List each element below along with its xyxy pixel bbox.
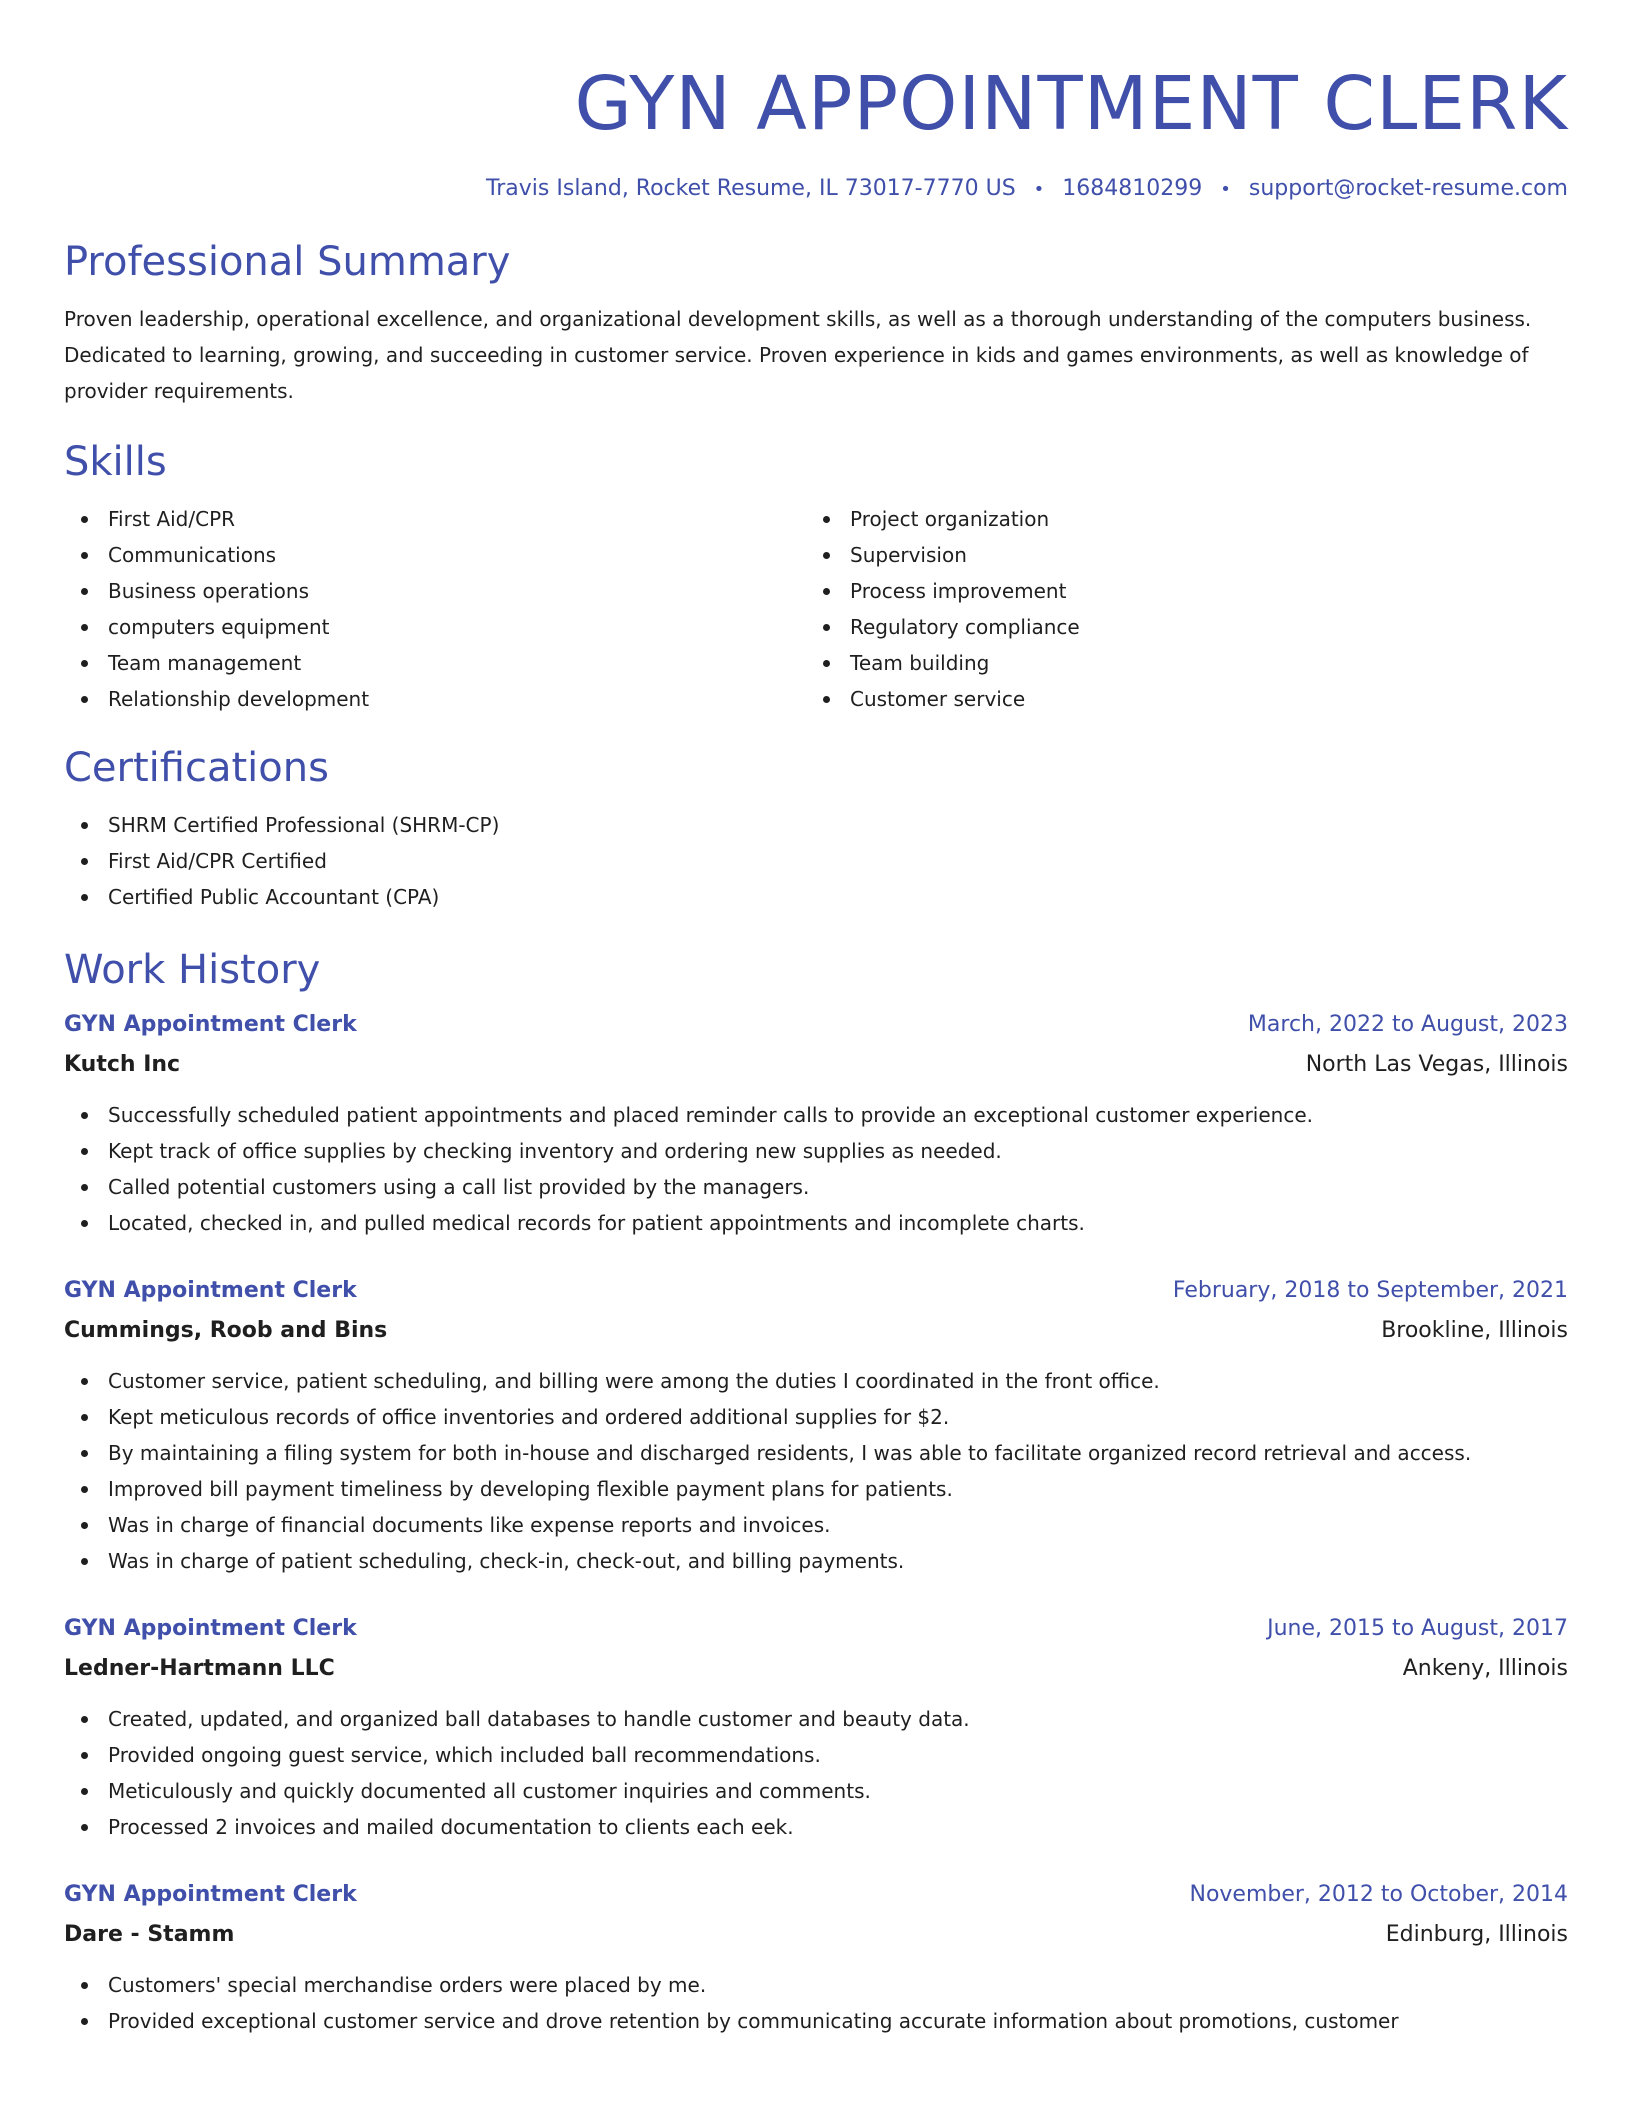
job-duty: Located, checked in, and pulled medical records for patient appointments and incomplete charts. (64, 1205, 1568, 1241)
skill-item: Communications (64, 537, 806, 573)
skills-columns (64, 501, 1568, 717)
job-duty: Kept track of office supplies by checking inventory and ordering new supplies as needed. (64, 1133, 1568, 1169)
job-company: Cummings, Roob and Bins (64, 1318, 388, 1343)
job-duty: Provided exceptional customer service and drove retention by communicating accurate information about promotions, customer (64, 2003, 1568, 2039)
skills-heading: Skills (64, 439, 167, 485)
skill-item: Team management (64, 645, 806, 681)
certifications-heading: Certifications (64, 745, 329, 791)
job-dates: March, 2022 to August, 2023 (1247, 1012, 1568, 1037)
job-dates: February, 2018 to September, 2021 (1172, 1278, 1568, 1303)
skills-column-left (64, 501, 806, 717)
resume-name: GYN APPOINTMENT CLERK (574, 61, 1568, 147)
job-title: GYN Appointment Clerk (64, 1012, 357, 1037)
job-company-row (64, 1649, 1568, 1689)
job-header-row (64, 1005, 1568, 1045)
job-entry (64, 1271, 1568, 1579)
contact-separator: • (1033, 179, 1045, 200)
job-duty: Customer service, patient scheduling, and billing were among the duties I coordinated in the front office. (64, 1363, 1568, 1399)
job-duty: Created, updated, and organized ball databases to handle customer and beauty data. (64, 1701, 1568, 1737)
resume-page (64, 0, 1568, 2039)
job-header-row (64, 1609, 1568, 1649)
job-duty: Customers' special merchandise orders were placed by me. (64, 1967, 1568, 2003)
job-dates: November, 2012 to October, 2014 (1189, 1882, 1568, 1907)
skills-list-left (64, 501, 806, 717)
job-duty: Meticulously and quickly documented all customer inquiries and comments. (64, 1773, 1568, 1809)
skill-item: Business operations (64, 573, 806, 609)
skill-item: Regulatory compliance (806, 609, 1548, 645)
skill-item: First Aid/CPR (64, 501, 806, 537)
certification-item: First Aid/CPR Certified (64, 843, 1568, 879)
job-title: GYN Appointment Clerk (64, 1882, 357, 1907)
job-title: GYN Appointment Clerk (64, 1616, 357, 1641)
contact-address: Travis Island, Rocket Resume, IL 73017-7770 US (486, 176, 1016, 201)
skill-item: Supervision (806, 537, 1548, 573)
job-duty: Kept meticulous records of office inventories and ordered additional supplies for $2. (64, 1399, 1568, 1435)
contact-line (64, 174, 1568, 205)
job-duty: Provided ongoing guest service, which included ball recommendations. (64, 1737, 1568, 1773)
job-company-row (64, 1915, 1568, 1955)
job-duty: Called potential customers using a call list provided by the managers. (64, 1169, 1568, 1205)
contact-phone: 1684810299 (1062, 176, 1203, 201)
skill-item: Process improvement (806, 573, 1548, 609)
job-duties-list (64, 1967, 1568, 2039)
job-company-row (64, 1311, 1568, 1351)
summary-heading: Professional Summary (64, 239, 511, 285)
certification-item: SHRM Certified Professional (SHRM-CP) (64, 807, 1568, 843)
job-header-row (64, 1271, 1568, 1311)
job-duties-list (64, 1363, 1568, 1579)
job-location: North Las Vegas, Illinois (1305, 1052, 1568, 1077)
job-entry (64, 1609, 1568, 1845)
skill-item: Customer service (806, 681, 1548, 717)
summary-text: Proven leadership, operational excellence, and organizational development skills, as well as a thorough understanding of the computers business. Dedicated to learning, growing, and succeeding in customer service. Proven experience in kids and games environments, as well as knowledge of provider requirements. (64, 307, 1532, 403)
job-entry (64, 1005, 1568, 1241)
job-title: GYN Appointment Clerk (64, 1278, 357, 1303)
skill-item: Team building (806, 645, 1548, 681)
job-duties-list (64, 1097, 1568, 1241)
job-company: Dare - Stamm (64, 1922, 235, 1947)
skill-item: Relationship development (64, 681, 806, 717)
certifications-list (64, 807, 1568, 915)
job-duty: Successfully scheduled patient appointments and placed reminder calls to provide an exceptional customer experience. (64, 1097, 1568, 1133)
job-company: Ledner-Hartmann LLC (64, 1656, 335, 1681)
job-location: Edinburg, Illinois (1385, 1922, 1568, 1947)
job-location: Ankeny, Illinois (1402, 1656, 1568, 1681)
job-dates: June, 2015 to August, 2017 (1267, 1616, 1568, 1641)
job-header-row (64, 1875, 1568, 1915)
skill-item: Project organization (806, 501, 1548, 537)
job-location: Brookline, Illinois (1381, 1318, 1568, 1343)
job-entry (64, 1875, 1568, 2039)
job-duties-list (64, 1701, 1568, 1845)
skills-list-right (806, 501, 1548, 717)
job-company-row (64, 1045, 1568, 1085)
job-duty: Improved bill payment timeliness by developing flexible payment plans for patients. (64, 1471, 1568, 1507)
certification-item: Certified Public Accountant (CPA) (64, 879, 1568, 915)
job-duty: Was in charge of financial documents like expense reports and invoices. (64, 1507, 1568, 1543)
job-duty: Processed 2 invoices and mailed documentation to clients each eek. (64, 1809, 1568, 1845)
job-company: Kutch Inc (64, 1052, 181, 1077)
work-history-heading: Work History (64, 947, 321, 993)
job-duty: By maintaining a filing system for both in-house and discharged residents, I was able to facilitate organized record retrieval and access. (64, 1435, 1568, 1471)
job-duty: Was in charge of patient scheduling, check-in, check-out, and billing payments. (64, 1543, 1568, 1579)
contact-email[interactable]: support@rocket-resume.com (1248, 176, 1568, 201)
contact-separator: • (1220, 179, 1231, 200)
skills-column-right (806, 501, 1548, 717)
skill-item: computers equipment (64, 609, 806, 645)
